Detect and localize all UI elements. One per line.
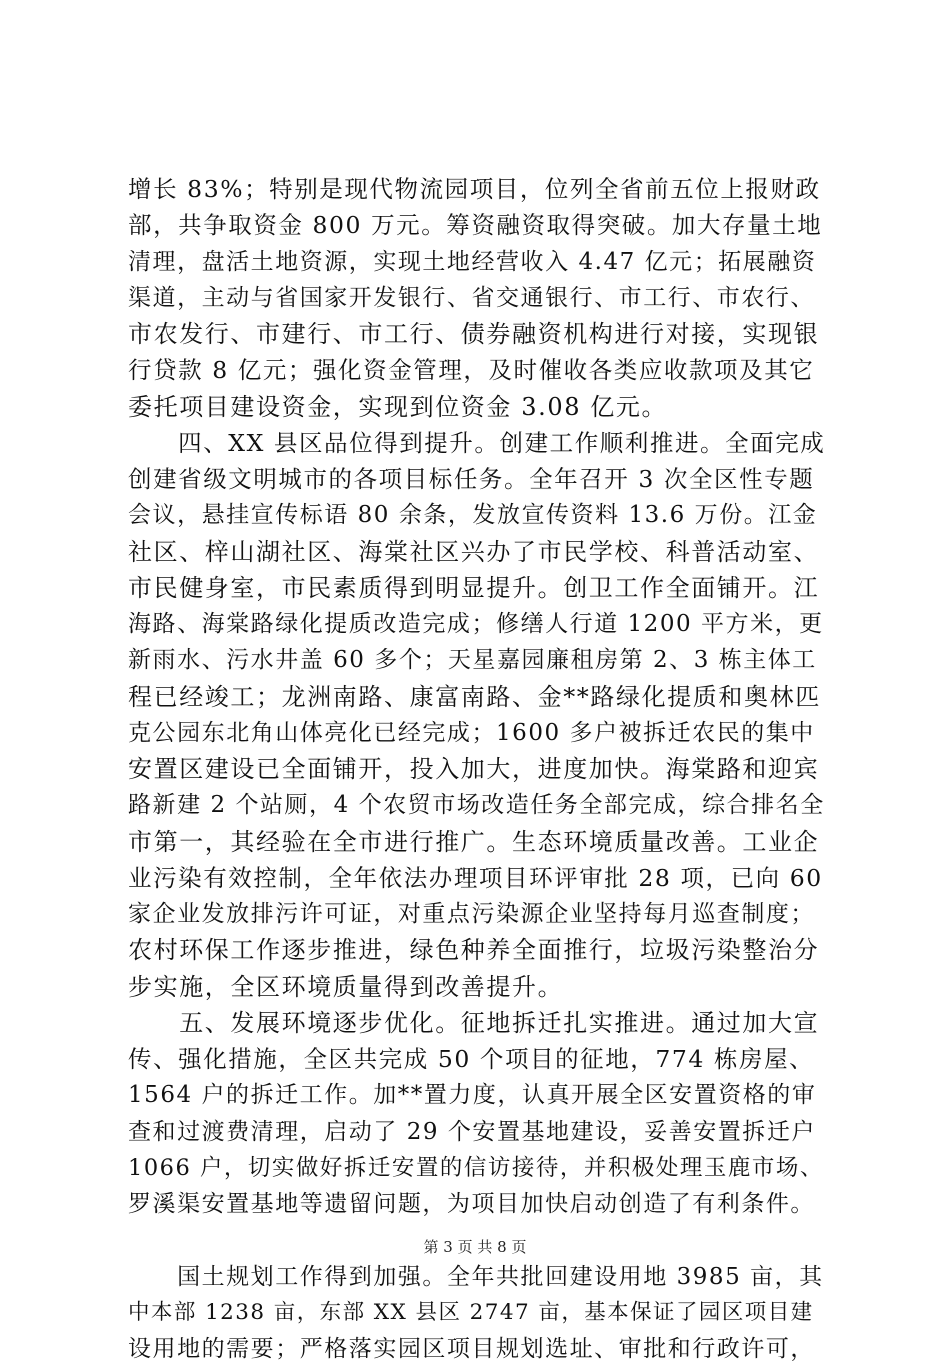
text-line: 部，共争取资金 800 万元。筹资融资取得突破。加大存量土地: [128, 211, 823, 240]
text-line: 五、发展环境逐步优化。征地拆迁扎实推进。通过加大宣: [128, 1008, 820, 1037]
text-line: 路新建 2 个站厕，4 个农贸市场改造任务全部完成，综合排名全: [128, 792, 825, 819]
text-line: 清理，盘活土地资源，实现土地经营收入 4.47 亿元；拓展融资: [128, 248, 817, 275]
text-line: 海路、海棠路绿化提质改造完成；修缮人行道 1200 平方米，更: [128, 611, 824, 637]
text-line: 步实施，全区环境质量得到改善提升。: [128, 972, 564, 1001]
text-line: 中本部 1238 亩，东部 XX 县区 2747 亩，基本保证了园区项目建: [128, 1299, 814, 1325]
text-line: 家企业发放排污许可证，对重点污染源企业坚持每月巡查制度；: [128, 901, 815, 927]
text-line: 罗溪渠安置基地等遗留问题，为项目加快启动创造了有利条件。: [128, 1191, 815, 1217]
text-line: 1564 户的拆迁工作。加**置力度，认真开展全区安置资格的审: [128, 1082, 817, 1109]
text-line: 国土规划工作得到加强。全年共批回建设用地 3985 亩，其: [128, 1263, 824, 1290]
text-line: 安置区建设已全面铺开，投入加大，进度加快。海棠路和迎宾: [128, 755, 820, 783]
body-text: [128, 171, 828, 1367]
text-line: 新雨水、污水井盖 60 多个；天星嘉园廉租房第 2、3 栋主体工: [128, 647, 817, 674]
text-line: 四、XX 县区品位得到提升。创建工作顺利推进。全面完成: [128, 428, 826, 457]
text-line: 程已经竣工；龙洲南路、康富南路、金**路绿化提质和奥林匹: [128, 682, 821, 711]
page-footer: 第 3 页 共 8 页: [423, 1238, 527, 1256]
text-line: 农村环保工作逐步推进，绿色种养全面推行，垃圾污染整治分: [128, 936, 820, 965]
text-line: 市第一，其经验在全市进行推广。生态环境质量改善。工业企: [128, 827, 820, 856]
text-line: 渠道，主动与省国家开发银行、省交通银行、市工行、市农行、: [128, 284, 815, 311]
text-line: 增长 83%；特别是现代物流园项目，位列全省前五位上报财政: [128, 175, 821, 203]
text-line: 传、强化措施，全区共完成 50 个项目的征地，774 栋房屋、: [128, 1045, 815, 1073]
text-line: 克公园东北角山体亮化已经完成；1600 多户被拆迁农民的集中: [128, 719, 815, 746]
text-line: 市民健身室，市民素质得到明显提升。创卫工作全面铺开。江: [128, 573, 820, 602]
text-line: 委托项目建设资金，实现到位资金 3.08 亿元。: [128, 392, 668, 421]
text-line: 会议，悬挂宣传标语 80 余条，发放宣传资料 13.6 万份。江金: [128, 502, 818, 529]
text-line: 业污染有效控制，全年依法办理项目环评审批 28 项，已向 60: [128, 863, 823, 892]
text-line: 1066 户，切实做好拆迁安置的信访接待，并积极处理玉鹿市场、: [128, 1154, 824, 1181]
text-line: 社区、梓山湖社区、海棠社区兴办了市民学校、科普活动室、: [128, 537, 820, 566]
text-line: 创建省级文明城市的各项目标任务。全年召开 3 次全区性专题: [128, 465, 815, 493]
text-line: 查和过渡费清理，启动了 29 个安置基地建设，妥善安置拆迁户: [128, 1118, 816, 1145]
text-line: 行贷款 8 亿元；强化资金管理，及时催收各类应收款项及其它: [128, 356, 815, 385]
text-line: 设用地的需要；严格落实园区项目规划选址、审批和行政许可，: [128, 1336, 815, 1362]
text-line: 市农发行、市建行、市工行、债券融资机构进行对接，实现银: [128, 320, 820, 348]
